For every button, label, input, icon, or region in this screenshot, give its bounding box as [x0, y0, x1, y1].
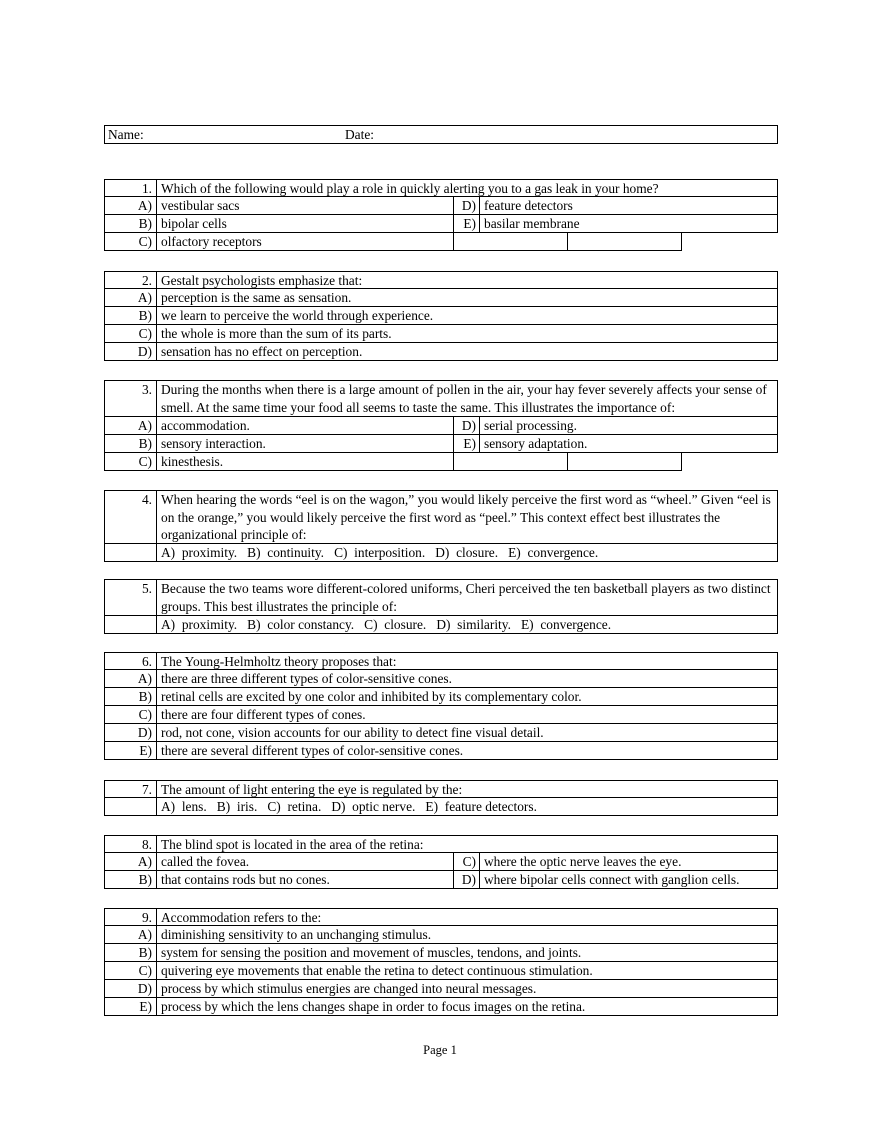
option-c[interactable]: there are four different types of cones.: [161, 707, 366, 722]
option-c[interactable]: kinesthesis.: [161, 454, 224, 469]
question-text: When hearing the words “eel is on the wagon,” you would likely perceive the first word as “wheel.” Given “eel is on the orange,” you would likely perceive the first word as “peel.” This context effect best illustrates the organizational principle of:: [161, 492, 771, 542]
option-e[interactable]: sensory adaptation.: [484, 436, 588, 451]
option-b[interactable]: retinal cells are excited by one color and inhibited by its complementary color.: [161, 689, 582, 704]
option-letter: B): [105, 871, 157, 888]
question-7: [104, 780, 778, 816]
option-letter: B): [105, 307, 157, 324]
option-letter: D): [105, 724, 157, 741]
question-text: The blind spot is located in the area of the retina:: [161, 837, 424, 852]
option-letter: D): [105, 980, 157, 997]
option-spacer: [105, 544, 157, 561]
option-d[interactable]: feature detectors: [484, 198, 573, 213]
empty-cell: [567, 233, 682, 251]
question-number: 2.: [105, 272, 157, 288]
option-c[interactable]: where the optic nerve leaves the eye.: [484, 854, 682, 869]
option-a[interactable]: there are three different types of color-sensitive cones.: [161, 671, 452, 686]
option-letter: A): [105, 926, 157, 943]
option-letter: C): [105, 962, 157, 979]
option-a[interactable]: called the fovea.: [157, 853, 454, 870]
option-spacer: [105, 616, 157, 633]
option-letter: A): [105, 853, 157, 870]
option-d[interactable]: where bipolar cells connect with ganglion cells.: [484, 872, 740, 887]
option-letter: C): [105, 325, 157, 342]
option-e[interactable]: basilar membrane: [484, 216, 580, 231]
option-letter: D): [105, 343, 157, 360]
option-a[interactable]: accommodation.: [157, 417, 454, 434]
option-letter: C): [105, 233, 157, 250]
option-letter: E): [454, 215, 480, 232]
option-letter: A): [105, 289, 157, 306]
question-4: [104, 490, 778, 562]
inline-options[interactable]: A) proximity. B) color constancy. C) closure. D) similarity. E) convergence.: [161, 617, 612, 632]
option-a[interactable]: diminishing sensitivity to an unchanging stimulus.: [161, 927, 432, 942]
question-number: 3.: [105, 381, 157, 416]
question-number: 6.: [105, 653, 157, 669]
question-5: [104, 579, 778, 634]
option-d[interactable]: sensation has no effect on perception.: [161, 344, 363, 359]
empty-cell: [567, 453, 682, 471]
question-number: 7.: [105, 781, 157, 797]
option-b[interactable]: we learn to perceive the world through experience.: [161, 308, 434, 323]
option-letter: A): [105, 670, 157, 687]
question-number: 9.: [105, 909, 157, 925]
question-text: Accommodation refers to the:: [161, 910, 322, 925]
question-9: [104, 908, 778, 1016]
question-text: Which of the following would play a role in quickly alerting you to a gas leak in your home?: [161, 181, 659, 196]
question-2: [104, 271, 778, 361]
option-letter: E): [105, 742, 157, 759]
question-number: 1.: [105, 180, 157, 196]
option-letter: E): [105, 998, 157, 1015]
question-number: 8.: [105, 836, 157, 852]
option-letter: B): [105, 215, 157, 232]
option-b[interactable]: bipolar cells: [157, 215, 454, 232]
option-letter: B): [105, 944, 157, 961]
empty-cell: [453, 233, 568, 251]
option-c[interactable]: olfactory receptors: [161, 234, 262, 249]
name-date-field[interactable]: [104, 125, 778, 144]
option-letter: A): [105, 417, 157, 434]
option-spacer: [105, 798, 157, 815]
option-e[interactable]: process by which the lens changes shape in order to focus images on the retina.: [161, 999, 586, 1014]
option-a[interactable]: vestibular sacs: [157, 197, 454, 214]
inline-options[interactable]: A) lens. B) iris. C) retina. D) optic nerve. E) feature detectors.: [161, 799, 537, 814]
option-d[interactable]: process by which stimulus energies are changed into neural messages.: [161, 981, 537, 996]
option-c[interactable]: quivering eye movements that enable the retina to detect continuous stimulation.: [161, 963, 593, 978]
option-letter: C): [105, 706, 157, 723]
option-d[interactable]: serial processing.: [484, 418, 577, 433]
question-text: Gestalt psychologists emphasize that:: [161, 273, 363, 288]
option-letter: C): [105, 453, 157, 470]
option-letter: D): [454, 197, 480, 214]
option-letter: A): [105, 197, 157, 214]
option-letter: B): [105, 688, 157, 705]
empty-cell: [453, 453, 568, 471]
question-text: During the months when there is a large amount of pollen in the air, your hay fever severely affects your sense of smell. At the same time your food all seems to taste the same. This illustrates the importance of:: [161, 382, 767, 415]
page-number: Page 1: [423, 1043, 457, 1057]
option-b[interactable]: that contains rods but no cones.: [157, 871, 454, 888]
name-label: Name:: [108, 127, 144, 142]
question-text: Because the two teams wore different-colored uniforms, Cheri perceived the ten basketball players as two distinct groups. This best illustrates the principle of:: [161, 581, 771, 614]
option-letter: B): [105, 435, 157, 452]
option-letter: E): [454, 435, 480, 452]
option-letter: D): [454, 417, 480, 434]
option-a[interactable]: perception is the same as sensation.: [161, 290, 352, 305]
question-8: [104, 835, 778, 889]
option-d[interactable]: rod, not cone, vision accounts for our ability to detect fine visual detail.: [161, 725, 544, 740]
date-label: Date:: [345, 127, 374, 142]
option-c[interactable]: the whole is more than the sum of its parts.: [161, 326, 392, 341]
option-letter: C): [454, 853, 480, 870]
question-text: The Young-Helmholtz theory proposes that:: [161, 654, 397, 669]
question-6: [104, 652, 778, 760]
option-letter: D): [454, 871, 480, 888]
question-number: 5.: [105, 580, 157, 615]
option-e[interactable]: there are several different types of color-sensitive cones.: [161, 743, 464, 758]
option-b[interactable]: system for sensing the position and movement of muscles, tendons, and joints.: [161, 945, 582, 960]
inline-options[interactable]: A) proximity. B) continuity. C) interposition. D) closure. E) convergence.: [161, 545, 599, 560]
question-text: The amount of light entering the eye is regulated by the:: [161, 782, 463, 797]
question-number: 4.: [105, 491, 157, 543]
option-b[interactable]: sensory interaction.: [157, 435, 454, 452]
